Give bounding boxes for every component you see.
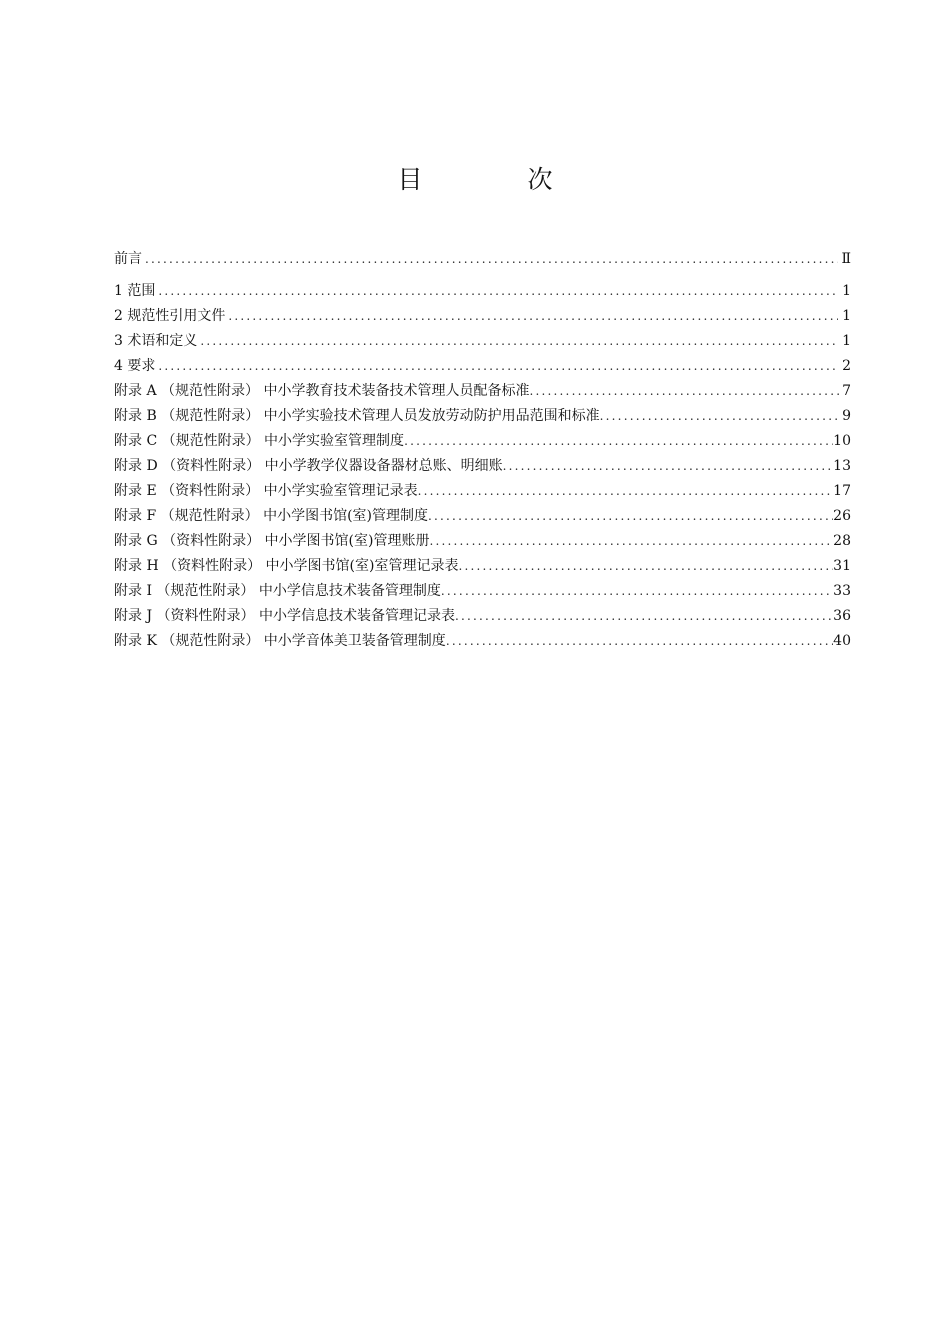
toc-entry-page: 36 xyxy=(833,608,851,624)
toc-entry-page: Ⅱ xyxy=(841,251,851,267)
toc-dot-leader xyxy=(404,429,833,454)
toc-dot-leader xyxy=(158,279,838,304)
toc-entry-page: 33 xyxy=(833,583,851,599)
toc-entry-appendix-j[interactable] xyxy=(114,604,851,629)
toc-dot-leader xyxy=(158,354,838,379)
toc-dot-leader xyxy=(441,579,833,604)
toc-entry-appendix-f[interactable] xyxy=(114,504,851,529)
toc-entry-normative-references[interactable] xyxy=(114,304,851,329)
toc-dot-leader xyxy=(455,604,833,629)
toc-entry-requirements[interactable] xyxy=(114,354,851,379)
toc-entry-page: 13 xyxy=(833,458,851,474)
toc-entry-page: 28 xyxy=(833,533,851,549)
toc-entry-appendix-d[interactable] xyxy=(114,454,851,479)
toc-entry-label: 附录 B （规范性附录） 中小学实验技术管理人员发放劳动防护用品范围和标准 xyxy=(114,408,600,424)
toc-entry-appendix-e[interactable] xyxy=(114,479,851,504)
toc-entry-appendix-k[interactable] xyxy=(114,629,851,654)
toc-entry-page: 2 xyxy=(842,358,851,374)
toc-entry-appendix-h[interactable] xyxy=(114,554,851,579)
toc-entry-label: 1 范围 xyxy=(114,283,156,299)
toc-dot-leader xyxy=(446,629,833,654)
toc-entry-terms-definitions[interactable] xyxy=(114,329,851,354)
toc-entry-appendix-g[interactable] xyxy=(114,529,851,554)
toc-entry-page: 9 xyxy=(842,408,851,424)
toc-entry-label: 附录 K （规范性附录） 中小学音体美卫装备管理制度 xyxy=(114,633,446,649)
toc-entry-page: 1 xyxy=(842,333,851,349)
toc-dot-leader xyxy=(200,329,838,354)
toc-dot-leader xyxy=(145,247,838,272)
toc-entry-label: 2 规范性引用文件 xyxy=(114,308,226,324)
toc-dot-leader xyxy=(228,304,838,329)
toc-entry-page: 10 xyxy=(833,433,851,449)
toc-entry-page: 7 xyxy=(842,383,851,399)
toc-entry-label: 附录 G （资料性附录） 中小学图书馆(室)管理账册 xyxy=(114,533,430,549)
toc-entry-page: 26 xyxy=(833,508,851,524)
toc-entry-appendix-b[interactable] xyxy=(114,404,851,429)
toc-entry-foreword[interactable] xyxy=(114,247,851,272)
toc-entry-label: 附录 C （规范性附录） 中小学实验室管理制度 xyxy=(114,433,405,449)
toc-entry-label: 附录 I （规范性附录） 中小学信息技术装备管理制度 xyxy=(114,583,441,599)
toc-entry-page: 31 xyxy=(833,558,851,574)
toc-entry-appendix-a[interactable] xyxy=(114,379,851,404)
toc-dot-leader xyxy=(418,479,834,504)
toc-entry-appendix-i[interactable] xyxy=(114,579,851,604)
toc-entry-page: 40 xyxy=(833,633,851,649)
toc-entry-label: 附录 D （资料性附录） 中小学教学仪器设备器材总账、明细账 xyxy=(114,458,503,474)
toc-entry-appendix-c[interactable] xyxy=(114,429,851,454)
toc-entry-page: 17 xyxy=(833,483,851,499)
toc-title: 目 次 xyxy=(397,165,593,194)
toc-entry-scope[interactable] xyxy=(114,279,851,304)
toc-entry-label: 4 要求 xyxy=(114,358,156,374)
toc-dot-leader xyxy=(429,529,833,554)
toc-entry-label: 附录 A （规范性附录） 中小学教育技术装备技术管理人员配备标准 xyxy=(114,383,530,399)
toc-entry-label: 附录 H （资料性附录） 中小学图书馆(室)室管理记录表 xyxy=(114,558,459,574)
toc-dot-leader xyxy=(428,504,833,529)
toc-entry-label: 3 术语和定义 xyxy=(114,333,198,349)
toc-entry-page: 1 xyxy=(842,283,851,299)
toc-dot-leader xyxy=(458,554,833,579)
toc-entry-page: 1 xyxy=(842,308,851,324)
toc-dot-leader xyxy=(503,454,834,479)
toc-entry-label: 附录 E （资料性附录） 中小学实验室管理记录表 xyxy=(114,483,418,499)
toc-entry-label: 前言 xyxy=(114,251,142,267)
toc-entry-label: 附录 F （规范性附录） 中小学图书馆(室)管理制度 xyxy=(114,508,428,524)
toc-dot-leader xyxy=(600,404,841,429)
toc-entry-label: 附录 J （资料性附录） 中小学信息技术装备管理记录表 xyxy=(114,608,455,624)
toc-dot-leader xyxy=(529,379,841,404)
toc-list xyxy=(114,247,851,654)
